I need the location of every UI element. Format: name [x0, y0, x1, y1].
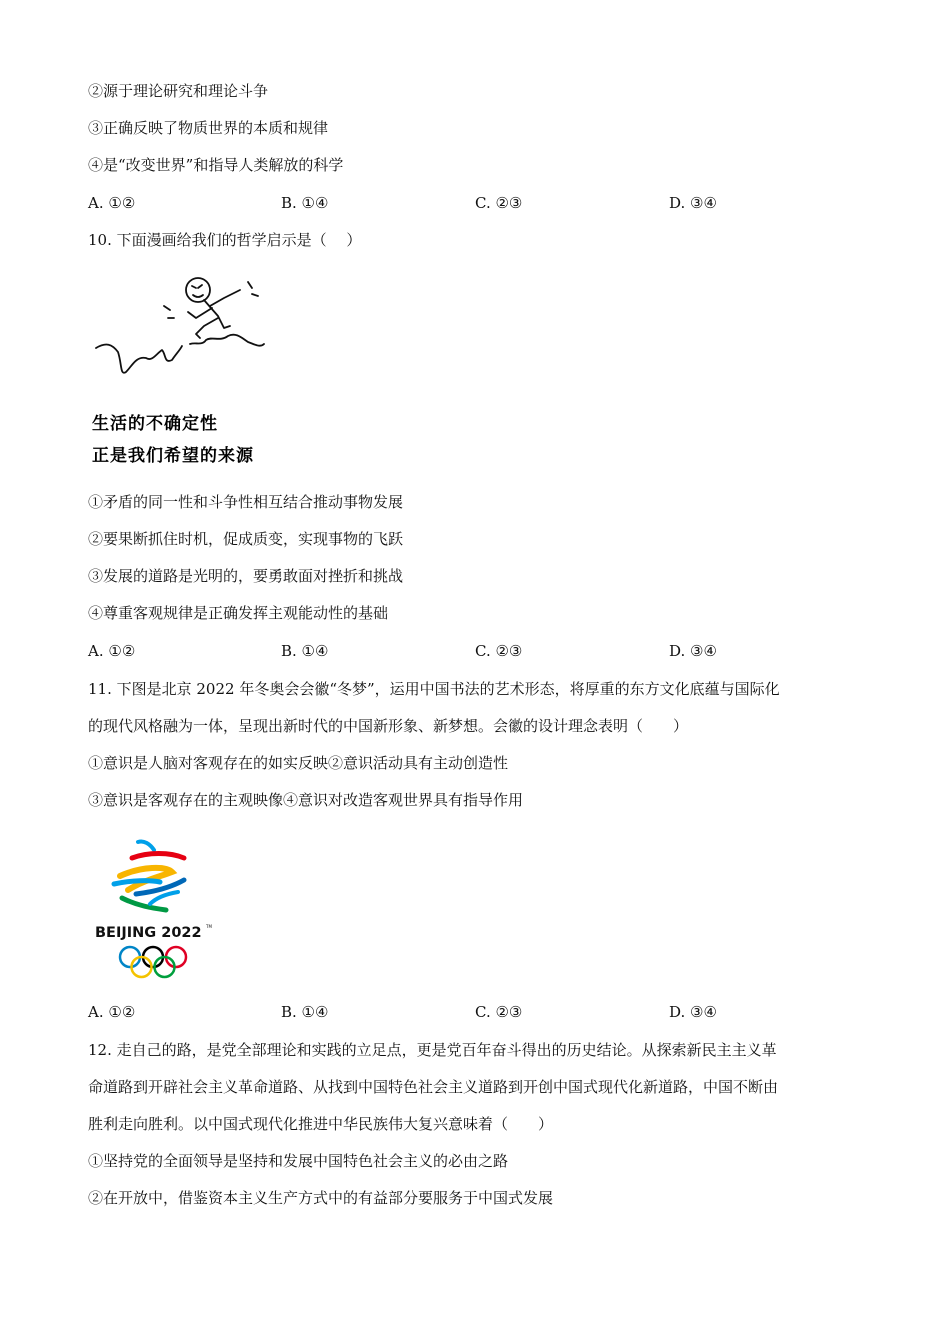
- q10-option-2: ②要果断抓住时机，促成质变，实现事物的飞跃: [88, 530, 404, 548]
- q10-choices: [88, 641, 868, 661]
- q10-option-3: ③发展的道路是光明的，要勇敢面对挫折和挑战: [88, 567, 404, 585]
- q11-choice-b[interactable]: B. ①④: [281, 1003, 329, 1021]
- q9-option-2: ②源于理论研究和理论斗争: [88, 82, 269, 100]
- q12-stem-line-1: 12. 走自己的路，是党全部理论和实践的立足点，更是党百年奋斗得出的历史结论。从探索新民主主义革: [88, 1041, 777, 1059]
- q9-choice-d[interactable]: D. ③④: [669, 194, 717, 212]
- q10-choice-c[interactable]: C. ②③: [475, 642, 523, 660]
- q9-choice-c[interactable]: C. ②③: [475, 194, 523, 212]
- q11-stem-line-2: 的现代风格融为一体，呈现出新时代的中国新形象、新梦想。会徽的设计理念表明（ ）: [88, 717, 689, 735]
- emblem-trademark: TM: [206, 924, 212, 929]
- q11-choice-c[interactable]: C. ②③: [475, 1003, 523, 1021]
- q12-option-2: ②在开放中，借鉴资本主义生产方式中的有益部分要服务于中国式发展: [88, 1189, 554, 1207]
- q11-choice-a[interactable]: A. ①②: [88, 1003, 136, 1021]
- cartoon-jumping-figure: [92, 272, 272, 387]
- q9-option-3: ③正确反映了物质世界的本质和规律: [88, 119, 329, 137]
- q9-choice-b[interactable]: B. ①④: [281, 194, 329, 212]
- q11-choices: [88, 1002, 868, 1022]
- q11-stem-line-1: 11. 下图是北京 2022 年冬奥会会徽“冬梦”，运用中国书法的艺术形态，将厚重的东方文化底蕴与国际化: [88, 680, 780, 698]
- q12-stem-line-2: 命道路到开辟社会主义革命道路、从找到中国特色社会主义道路到开创中国式现代化新道路，中国不断由: [88, 1078, 779, 1096]
- beijing-2022-emblem: [92, 836, 222, 984]
- q10-option-1: ①矛盾的同一性和斗争性相互结合推动事物发展: [88, 493, 404, 511]
- q11-options-line-2: ③意识是客观存在的主观映像④意识对改造客观世界具有指导作用: [88, 791, 524, 809]
- q10-choice-a[interactable]: A. ①②: [88, 642, 136, 660]
- q9-choice-a[interactable]: A. ①②: [88, 194, 136, 212]
- q12-option-1: ①坚持党的全面领导是坚持和发展中国特色社会主义的必由之路: [88, 1152, 509, 1170]
- emblem-text: BEIJING 2022: [95, 925, 202, 941]
- q10-choice-b[interactable]: B. ①④: [281, 642, 329, 660]
- cartoon-left-cliff: [96, 345, 182, 373]
- q10-choice-d[interactable]: D. ③④: [669, 642, 717, 660]
- cartoon-right-cliff: [190, 335, 264, 346]
- q11-options-line-1: ①意识是人脑对客观存在的如实反映②意识活动具有主动创造性: [88, 754, 509, 772]
- cartoon-caption-line-1: 生活的不确定性: [92, 414, 218, 434]
- q10-option-4: ④尊重客观规律是正确发挥主观能动性的基础: [88, 604, 389, 622]
- q10-stem: 10. 下面漫画给我们的哲学启示是（ ）: [88, 231, 362, 249]
- q9-option-4: ④是“改变世界”和指导人类解放的科学: [88, 156, 344, 174]
- q9-choices: [88, 193, 868, 213]
- q12-stem-line-3: 胜利走向胜利。以中国式现代化推进中华民族伟大复兴意味着（ ）: [88, 1115, 554, 1133]
- cartoon-head: [186, 278, 210, 302]
- q11-choice-d[interactable]: D. ③④: [669, 1003, 717, 1021]
- cartoon-caption-line-2: 正是我们希望的来源: [92, 446, 254, 466]
